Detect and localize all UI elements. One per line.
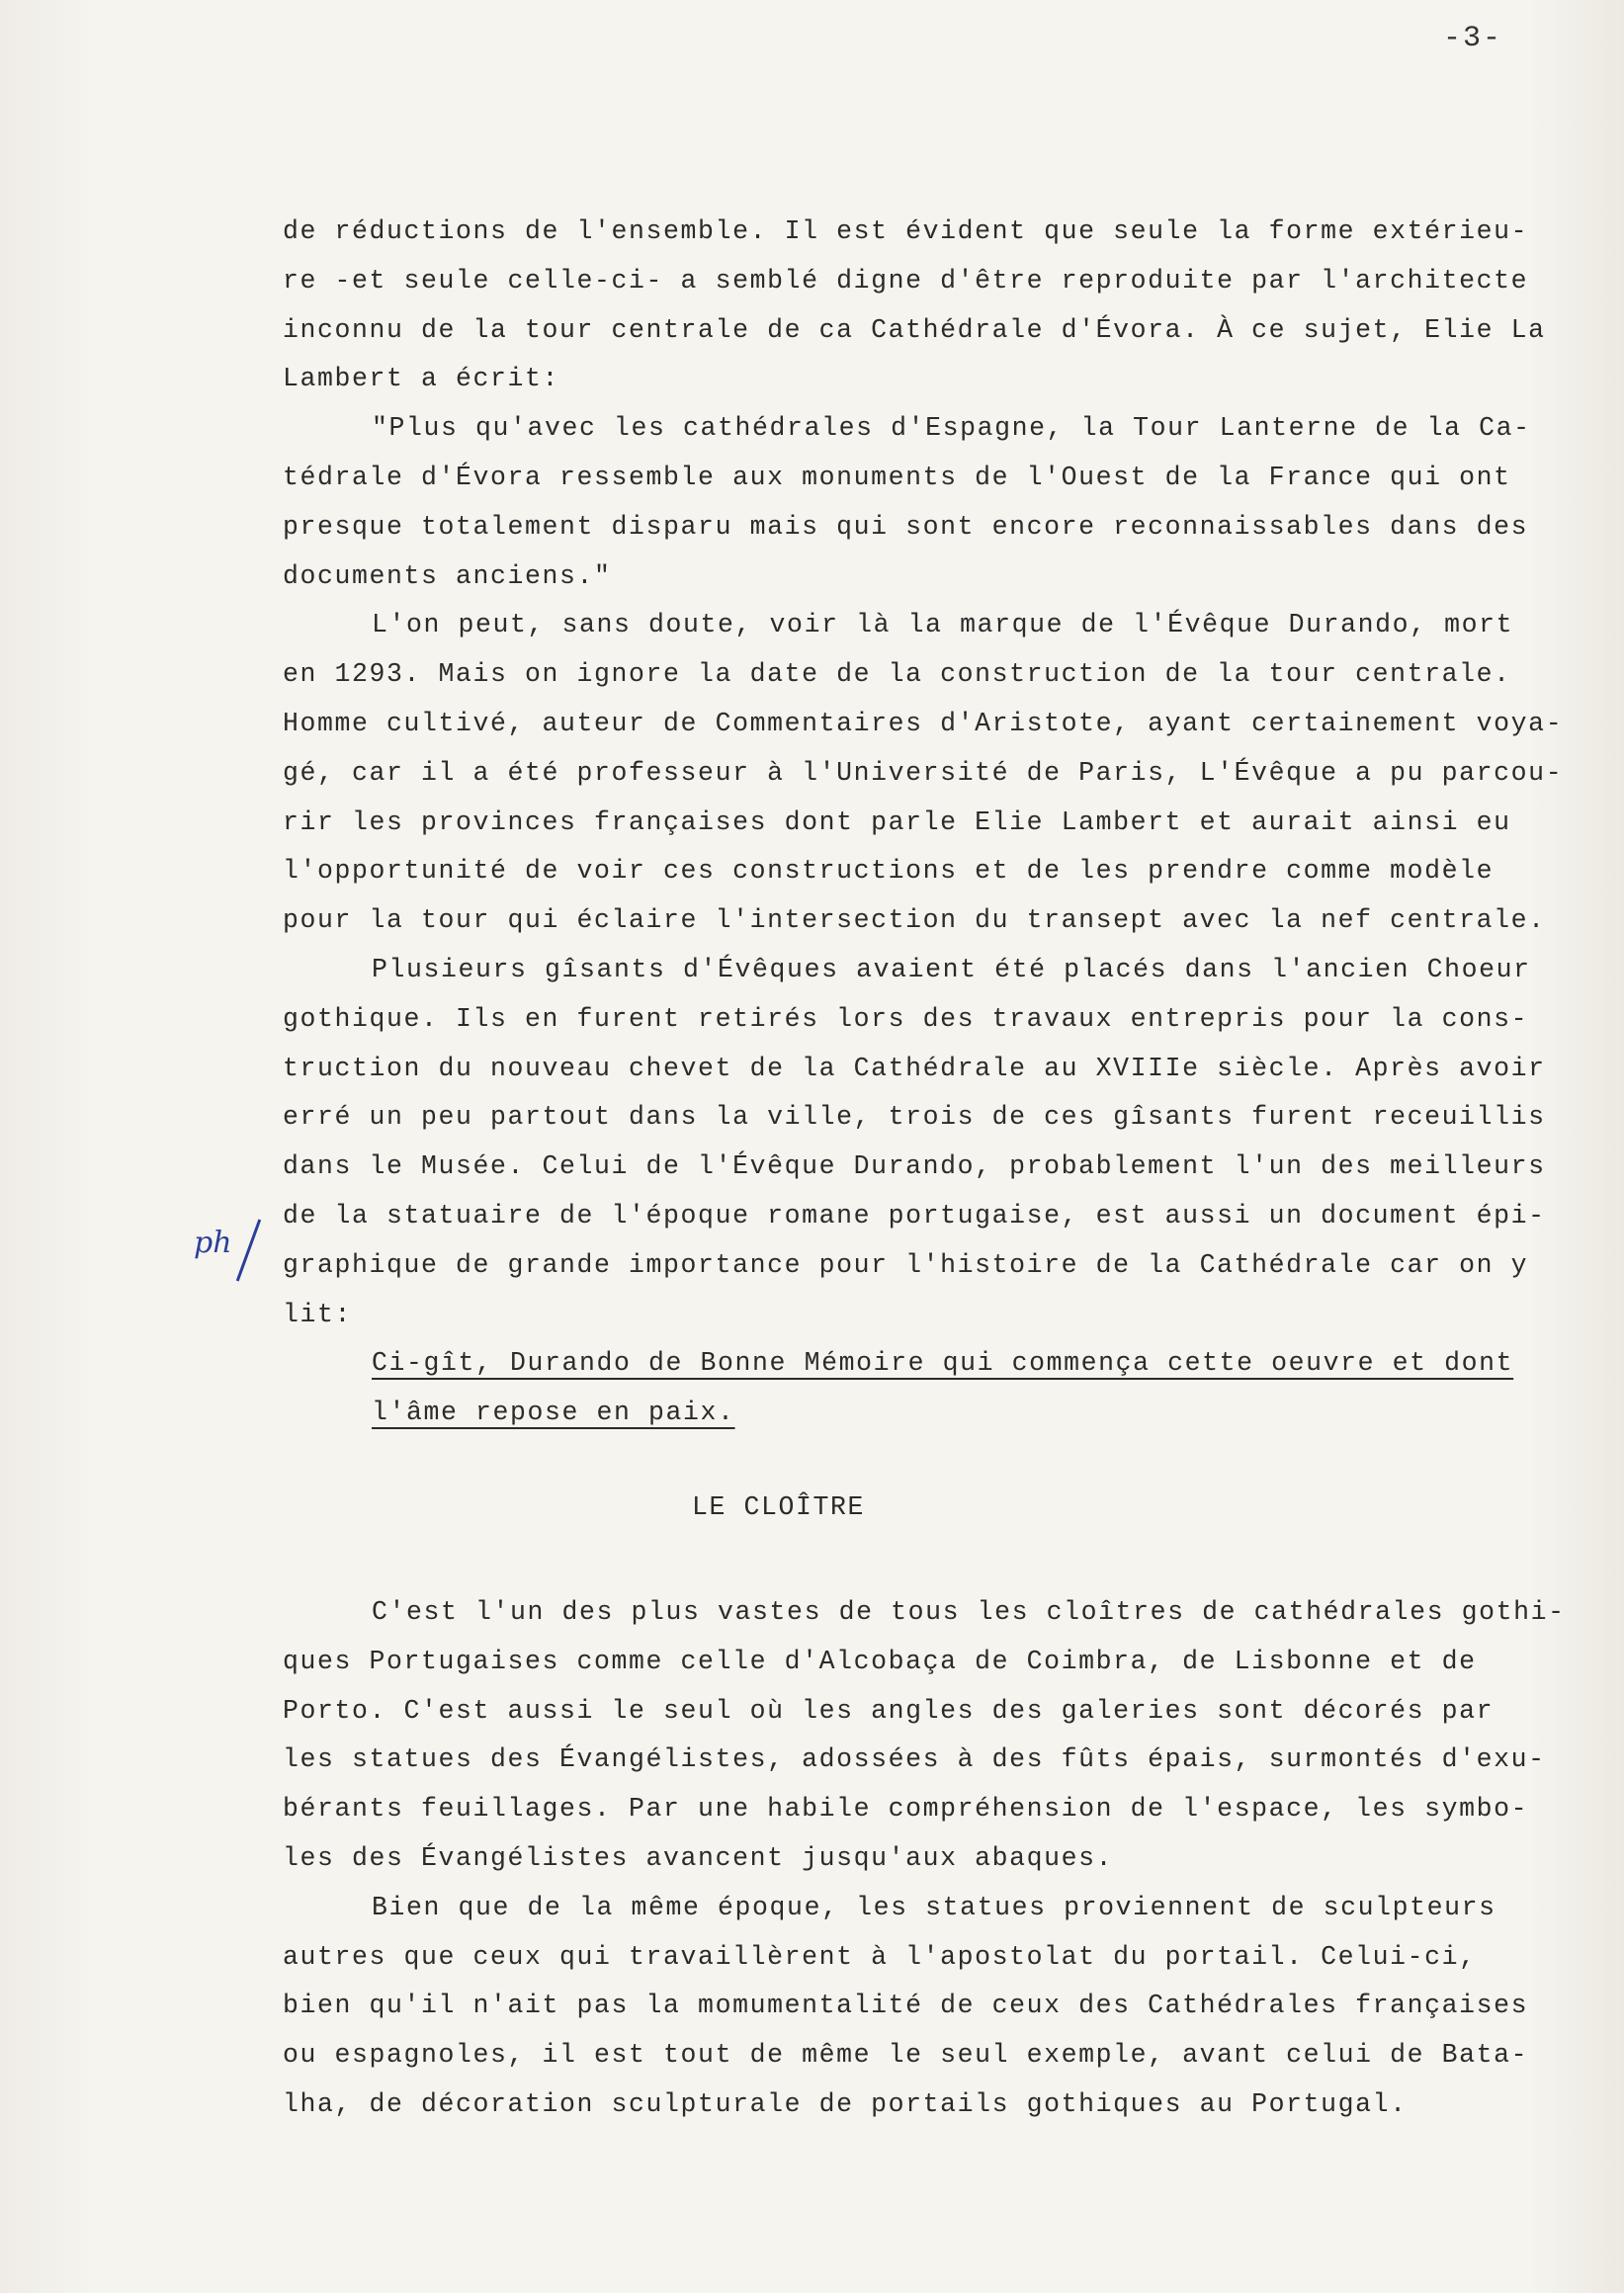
paragraph-statues bbox=[283, 1884, 1607, 2130]
text-line: de réductions de l'ensemble. Il est évident que seule la forme extérieu- bbox=[283, 216, 1529, 246]
text-line: bérants feuillages. Par une habile compréhension de l'espace, les symbo- bbox=[283, 1794, 1529, 1825]
text-line: "Plus qu'avec les cathédrales d'Espagne, la Tour Lanterne de la Ca- bbox=[372, 413, 1531, 444]
section-heading: LE CLOÎTRE bbox=[692, 1491, 866, 1522]
text-line: Lambert a écrit: bbox=[283, 364, 560, 394]
text-line: bien qu'il n'ait pas la momumentalité de ceux des Cathédrales françaises bbox=[283, 1991, 1529, 2021]
text-line: gé, car il a été professeur à l'Université de Paris, L'Évêque a pu parcou- bbox=[283, 757, 1564, 788]
text-line: presque totalement disparu mais qui sont encore reconnaissables dans des bbox=[283, 511, 1529, 542]
paragraph-cloitre bbox=[283, 1588, 1607, 1884]
page-number: -3- bbox=[1443, 22, 1503, 55]
text-line: Porto. C'est aussi le seul où les angles des galeries sont décorés par bbox=[283, 1695, 1495, 1726]
text-line: les statues des Évangélistes, adossées à des fûts épais, surmontés d'exu- bbox=[283, 1744, 1546, 1775]
text-line: ques Portugaises comme celle d'Alcobaça de Coimbra, de Lisbonne et de bbox=[283, 1646, 1477, 1676]
text-line: Bien que de la même époque, les statues proviennent de sculpteurs bbox=[372, 1892, 1496, 1922]
text-line: L'on peut, sans doute, voir là la marque de l'Évêque Durando, mort bbox=[372, 610, 1514, 640]
text-line: erré un peu partout dans la ville, trois de ces gîsants furent receuillis bbox=[283, 1102, 1546, 1133]
text-line: lit: bbox=[283, 1299, 353, 1329]
inscription-quote bbox=[283, 1339, 1607, 1438]
margin-slash-mark bbox=[236, 1219, 261, 1281]
text-line: tédrale d'Évora ressemble aux monuments de l'Ouest de la France qui ont bbox=[283, 462, 1511, 492]
paragraph-durando bbox=[283, 601, 1607, 946]
text-line: gothique. Ils en furent retirés lors des travaux entrepris pour la cons- bbox=[283, 1003, 1529, 1034]
text-line: documents anciens." bbox=[283, 560, 612, 591]
text-line: pour la tour qui éclaire l'intersection du transept avec la nef centrale. bbox=[283, 905, 1546, 936]
quotation-lambert bbox=[283, 404, 1607, 601]
text-line: C'est l'un des plus vastes de tous les cloîtres de cathédrales gothi- bbox=[372, 1596, 1566, 1627]
inscription-line: Ci-gît, Durando de Bonne Mémoire qui commença cette oeuvre et dont bbox=[372, 1348, 1514, 1379]
text-line: les des Évangélistes avancent jusqu'aux abaques. bbox=[283, 1842, 1114, 1873]
text-line: graphique de grande importance pour l'histoire de la Cathédrale car on y bbox=[283, 1249, 1529, 1280]
paragraph-gisants bbox=[283, 946, 1607, 1339]
inscription-line: l'âme repose en paix. bbox=[372, 1398, 735, 1428]
text-line: autres que ceux qui travaillèrent à l'apostolat du portail. Celui-ci, bbox=[283, 1941, 1477, 1972]
text-line: re -et seule celle-ci- a semblé digne d'être reproduite par l'architecte bbox=[283, 265, 1529, 296]
text-line: l'opportunité de voir ces constructions et de les prendre comme modèle bbox=[283, 856, 1495, 887]
text-line: en 1293. Mais on ignore la date de la construction de la tour centrale. bbox=[283, 659, 1511, 690]
paragraph-reductions bbox=[283, 208, 1607, 404]
handwritten-margin-note: ph bbox=[194, 1226, 232, 1260]
text-line: rir les provinces françaises dont parle Elie Lambert et aurait ainsi eu bbox=[283, 807, 1511, 837]
document-body bbox=[283, 208, 1607, 2130]
text-line: de la statuaire de l'époque romane portugaise, est aussi un document épi- bbox=[283, 1200, 1546, 1231]
text-line: truction du nouveau chevet de la Cathédrale au XVIIIe siècle. Après avoir bbox=[283, 1053, 1546, 1083]
text-line: ou espagnoles, il est tout de même le seul exemple, avant celui de Bata- bbox=[283, 2040, 1529, 2071]
text-line: inconnu de la tour centrale de ca Cathédrale d'Évora. À ce sujet, Elie La bbox=[283, 314, 1546, 345]
text-line: lha, de décoration sculpturale de portails gothiques au Portugal. bbox=[283, 2088, 1408, 2119]
text-line: dans le Musée. Celui de l'Évêque Durando, probablement l'un des meilleurs bbox=[283, 1151, 1546, 1182]
text-line: Plusieurs gîsants d'Évêques avaient été placés dans l'ancien Choeur bbox=[372, 954, 1531, 984]
text-line: Homme cultivé, auteur de Commentaires d'Aristote, ayant certainement voya- bbox=[283, 708, 1564, 738]
